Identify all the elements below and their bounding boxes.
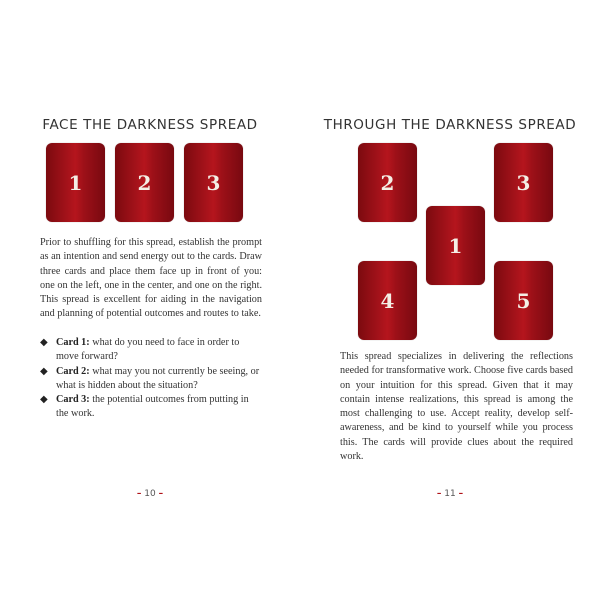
diamond-bullet-icon: ◆ (40, 394, 48, 406)
card-label: Card 2: (56, 365, 90, 377)
dash-ornament: – (458, 489, 464, 499)
card-number: 3 (516, 170, 531, 195)
tarot-card-1 (426, 206, 485, 285)
list-item (40, 365, 262, 394)
tarot-card-5 (494, 261, 553, 340)
list-item (40, 336, 262, 365)
list-item (40, 393, 262, 422)
page-number (0, 489, 300, 499)
tarot-card-4 (358, 261, 417, 340)
card-label: Card 3: (56, 394, 90, 406)
tarot-card-2 (358, 143, 417, 222)
page-number-value: 11 (444, 489, 456, 499)
diamond-bullet-icon: ◆ (40, 365, 48, 377)
tarot-card-3 (494, 143, 553, 222)
dash-ornament: – (136, 489, 142, 499)
right-page (300, 0, 600, 600)
card-meaning: what do you need to face in order to move forward? (56, 337, 240, 363)
spread-description: This spread specializes in delivering the reflections needed for transformative work. Choose five cards based on your intuition for this spread. Given that it may contain intense realizations, this spread is among the most challenging to use. Accept reality, develop self-awareness, and be kind to yourself while you process this. The cards will provide clues about the required work. (340, 351, 573, 463)
tarot-card-2 (115, 143, 174, 222)
card-number: 2 (380, 170, 395, 195)
card-number: 2 (137, 170, 152, 195)
card-meaning: the potential outcomes from putting in the work. (56, 394, 249, 420)
card-meaning: what may you not currently be seeing, or what is hidden about the situation? (56, 365, 260, 391)
tarot-card-1 (46, 143, 105, 222)
dash-ornament: – (436, 489, 442, 499)
card-number: 4 (380, 288, 395, 313)
diamond-bullet-icon: ◆ (40, 337, 48, 348)
tarot-card-3 (184, 143, 243, 222)
card-number: 1 (448, 233, 463, 258)
card-label: Card 1: (56, 337, 90, 348)
card-number: 5 (516, 288, 531, 313)
card-number: 3 (206, 170, 221, 195)
card-number: 1 (68, 170, 83, 195)
spread-title: FACE THE DARKNESS SPREAD (42, 117, 258, 133)
card-meanings-list (40, 336, 262, 422)
page-number (300, 489, 600, 499)
spread-title: THROUGH THE DARKNESS SPREAD (323, 117, 577, 133)
spread-description: Prior to shuffling for this spread, establish the prompt as an intention and send energy out to the cards. Draw three cards and place them face up in front of you: one on the left, one in the center, and one on the right. This spread is excellent for aiding in the navigation and planning of potential outcomes and routes to take. (40, 237, 262, 320)
page-number-value: 10 (144, 489, 156, 499)
dash-ornament: – (158, 489, 164, 499)
